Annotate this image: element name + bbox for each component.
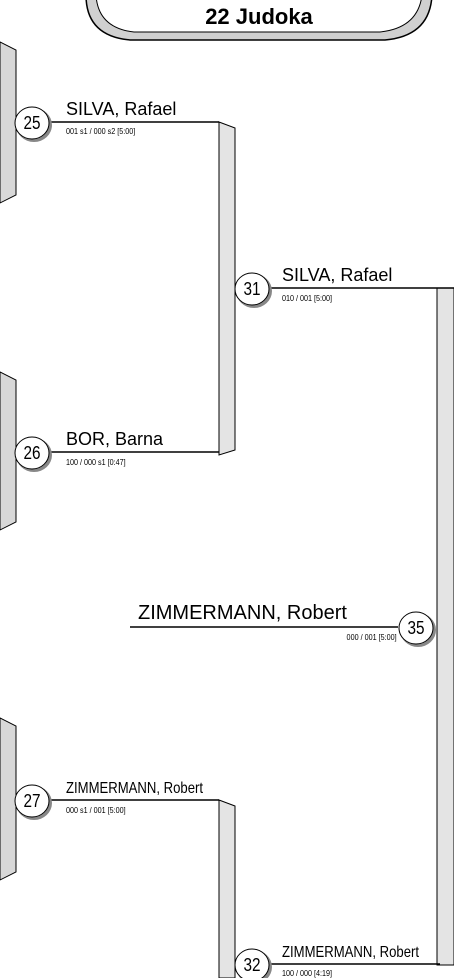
winner-name-31[interactable]: SILVA, Rafael bbox=[282, 265, 393, 285]
match-number-32: 32 bbox=[243, 955, 261, 975]
match-number-25: 25 bbox=[23, 113, 41, 133]
winner-name-35[interactable]: ZIMMERMANN, Robert bbox=[138, 602, 347, 624]
bracket-connector-35 bbox=[437, 288, 454, 965]
score-25: 001 s1 / 000 s2 [5:00] bbox=[66, 127, 136, 136]
bracket-connector-32 bbox=[219, 800, 235, 978]
bracket-connector-31 bbox=[219, 122, 235, 455]
score-35: 000 / 001 [5:00] bbox=[346, 633, 397, 642]
match-number-26: 26 bbox=[23, 443, 41, 463]
match-number-31: 31 bbox=[243, 279, 261, 299]
winner-name-27[interactable]: ZIMMERMANN, Robert bbox=[66, 780, 204, 797]
round1-bar-c bbox=[0, 718, 16, 880]
score-32: 100 / 000 [4:19] bbox=[282, 969, 333, 978]
score-26: 100 / 000 s1 [0:47] bbox=[66, 458, 126, 467]
match-number-35: 35 bbox=[407, 618, 425, 638]
winner-name-25[interactable]: SILVA, Rafael bbox=[66, 99, 177, 119]
match-number-27: 27 bbox=[23, 791, 41, 811]
round1-bar-b bbox=[0, 372, 16, 530]
bracket-title: 22 Judoka bbox=[205, 4, 313, 29]
round1-bar-a bbox=[0, 42, 16, 203]
score-31: 010 / 001 [5:00] bbox=[282, 294, 333, 303]
score-27: 000 s1 / 001 [5:00] bbox=[66, 806, 126, 815]
winner-name-32[interactable]: ZIMMERMANN, Robert bbox=[282, 944, 420, 961]
winner-name-26[interactable]: BOR, Barna bbox=[66, 429, 164, 449]
